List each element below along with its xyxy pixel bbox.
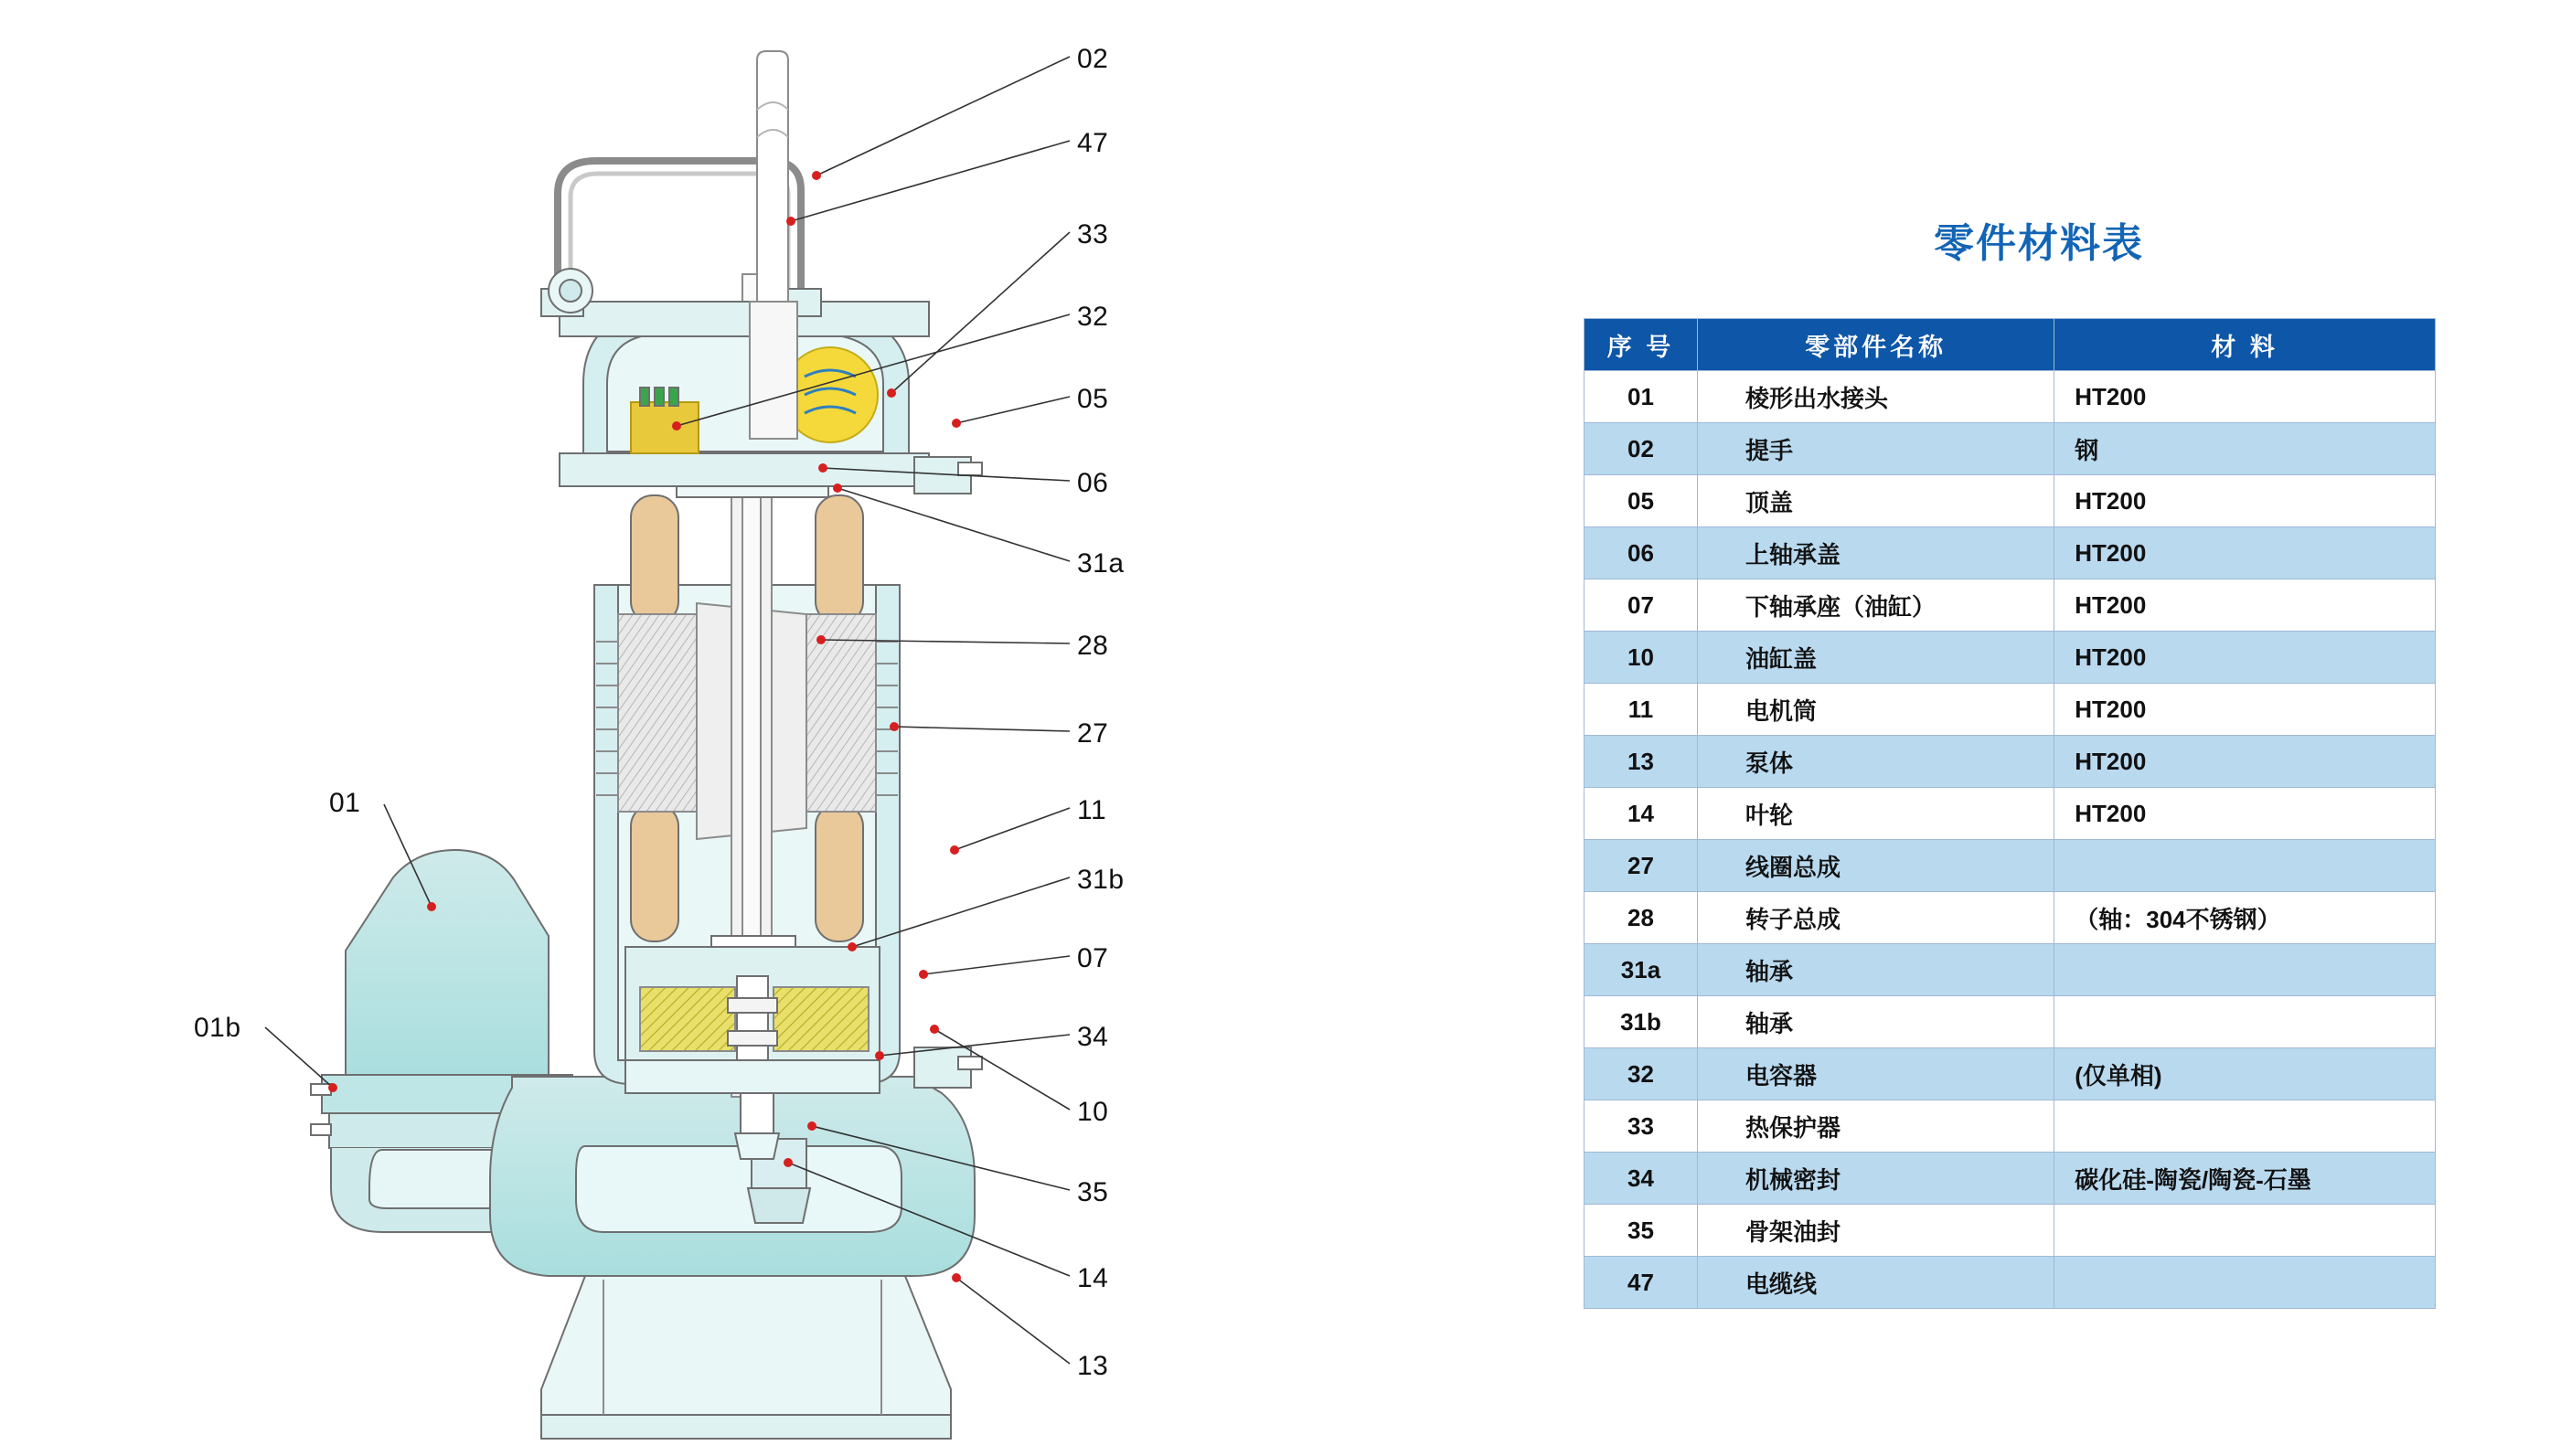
callout-label-31b: 31b xyxy=(1077,865,1125,895)
cell-name: 轴承 xyxy=(1697,996,2054,1048)
cell-material: (仅单相) xyxy=(2054,1048,2436,1100)
cell-name: 机械密封 xyxy=(1697,1153,2054,1205)
cell-material xyxy=(2054,840,2436,892)
cell-no: 14 xyxy=(1584,788,1698,840)
cell-material: HT200 xyxy=(2054,475,2436,527)
parts-material-panel xyxy=(1554,0,2523,1456)
table-row xyxy=(1584,840,2436,892)
callout-label-01b: 01b xyxy=(194,1013,241,1043)
table-row xyxy=(1584,632,2436,684)
cell-name: 下轴承座（油缸） xyxy=(1697,579,2054,632)
cell-material: （轴：304不锈钢） xyxy=(2054,892,2436,944)
cell-name: 提手 xyxy=(1697,423,2054,475)
cell-name: 泵体 xyxy=(1697,736,2054,788)
table-row xyxy=(1584,475,2436,527)
cell-material xyxy=(2054,1100,2436,1153)
cell-name: 骨架油封 xyxy=(1697,1205,2054,1257)
callout-label-31a: 31a xyxy=(1077,548,1125,579)
callout-label-47: 47 xyxy=(1077,128,1109,158)
callout-label-11: 11 xyxy=(1077,795,1107,825)
header-material: 材 料 xyxy=(2054,319,2436,371)
cell-name: 棱形出水接头 xyxy=(1697,371,2054,423)
cell-no: 27 xyxy=(1584,840,1698,892)
cell-material xyxy=(2054,944,2436,996)
table-row xyxy=(1584,684,2436,736)
header-partname: 零部件名称 xyxy=(1697,319,2054,371)
table-row xyxy=(1584,788,2436,840)
cell-no: 02 xyxy=(1584,423,1698,475)
table-row xyxy=(1584,944,2436,996)
callout-label-01: 01 xyxy=(329,788,361,818)
callout-label-32: 32 xyxy=(1077,302,1109,332)
cell-no: 31a xyxy=(1584,944,1698,996)
table-row xyxy=(1584,527,2436,579)
cell-material: 碳化硅-陶瓷/陶瓷-石墨 xyxy=(2054,1153,2436,1205)
cell-name: 叶轮 xyxy=(1697,788,2054,840)
parts-material-table xyxy=(1584,318,2436,1309)
table-row xyxy=(1584,371,2436,423)
cell-no: 33 xyxy=(1584,1100,1698,1153)
cell-no: 35 xyxy=(1584,1205,1698,1257)
table-row xyxy=(1584,1205,2436,1257)
cell-no: 32 xyxy=(1584,1048,1698,1100)
cell-no: 07 xyxy=(1584,579,1698,632)
callout-label-07: 07 xyxy=(1077,943,1109,973)
callout-label-35: 35 xyxy=(1077,1177,1109,1207)
cell-material: 钢 xyxy=(2054,423,2436,475)
cell-no: 47 xyxy=(1584,1257,1698,1309)
cell-name: 电机筒 xyxy=(1697,684,2054,736)
callout-label-27: 27 xyxy=(1077,718,1109,749)
callout-label-13: 13 xyxy=(1077,1351,1109,1381)
callout-label-06: 06 xyxy=(1077,468,1109,498)
cell-name: 热保护器 xyxy=(1697,1100,2054,1153)
cell-material xyxy=(2054,1205,2436,1257)
cell-no: 01 xyxy=(1584,371,1698,423)
table-row xyxy=(1584,1100,2436,1153)
cell-material xyxy=(2054,996,2436,1048)
cell-name: 线圈总成 xyxy=(1697,840,2054,892)
table-row xyxy=(1584,892,2436,944)
cell-name: 顶盖 xyxy=(1697,475,2054,527)
pump-geometry xyxy=(311,51,982,1439)
cell-material xyxy=(2054,1257,2436,1309)
table-row xyxy=(1584,579,2436,632)
callout-label-33: 33 xyxy=(1077,219,1109,250)
cell-material: HT200 xyxy=(2054,632,2436,684)
cell-no: 10 xyxy=(1584,632,1698,684)
cell-name: 转子总成 xyxy=(1697,892,2054,944)
table-row xyxy=(1584,423,2436,475)
cell-no: 13 xyxy=(1584,736,1698,788)
cell-name: 上轴承盖 xyxy=(1697,527,2054,579)
cell-no: 28 xyxy=(1584,892,1698,944)
cell-material: HT200 xyxy=(2054,371,2436,423)
callout-label-34: 34 xyxy=(1077,1022,1109,1052)
cell-material: HT200 xyxy=(2054,788,2436,840)
callout-label-28: 28 xyxy=(1077,631,1109,661)
cell-material: HT200 xyxy=(2054,579,2436,632)
callout-label-10: 10 xyxy=(1077,1097,1109,1127)
cell-no: 11 xyxy=(1584,684,1698,736)
table-row xyxy=(1584,1153,2436,1205)
table-row xyxy=(1584,1048,2436,1100)
cell-material: HT200 xyxy=(2054,527,2436,579)
cell-no: 34 xyxy=(1584,1153,1698,1205)
cell-material: HT200 xyxy=(2054,684,2436,736)
cell-no: 05 xyxy=(1584,475,1698,527)
cell-name: 电缆线 xyxy=(1697,1257,2054,1309)
cell-name: 轴承 xyxy=(1697,944,2054,996)
table-header-row xyxy=(1584,319,2436,371)
header-no: 序 号 xyxy=(1584,319,1698,371)
callout-label-05: 05 xyxy=(1077,384,1109,414)
table-row xyxy=(1584,1257,2436,1309)
table-row xyxy=(1584,736,2436,788)
cell-name: 电容器 xyxy=(1697,1048,2054,1100)
callout-label-02: 02 xyxy=(1077,44,1109,74)
parts-table-title: 零件材料表 xyxy=(1934,221,2144,266)
table-row xyxy=(1584,996,2436,1048)
cell-name: 油缸盖 xyxy=(1697,632,2054,684)
cell-no: 06 xyxy=(1584,527,1698,579)
callout-label-14: 14 xyxy=(1077,1263,1109,1293)
cell-no: 31b xyxy=(1584,996,1698,1048)
cell-material: HT200 xyxy=(2054,736,2436,788)
